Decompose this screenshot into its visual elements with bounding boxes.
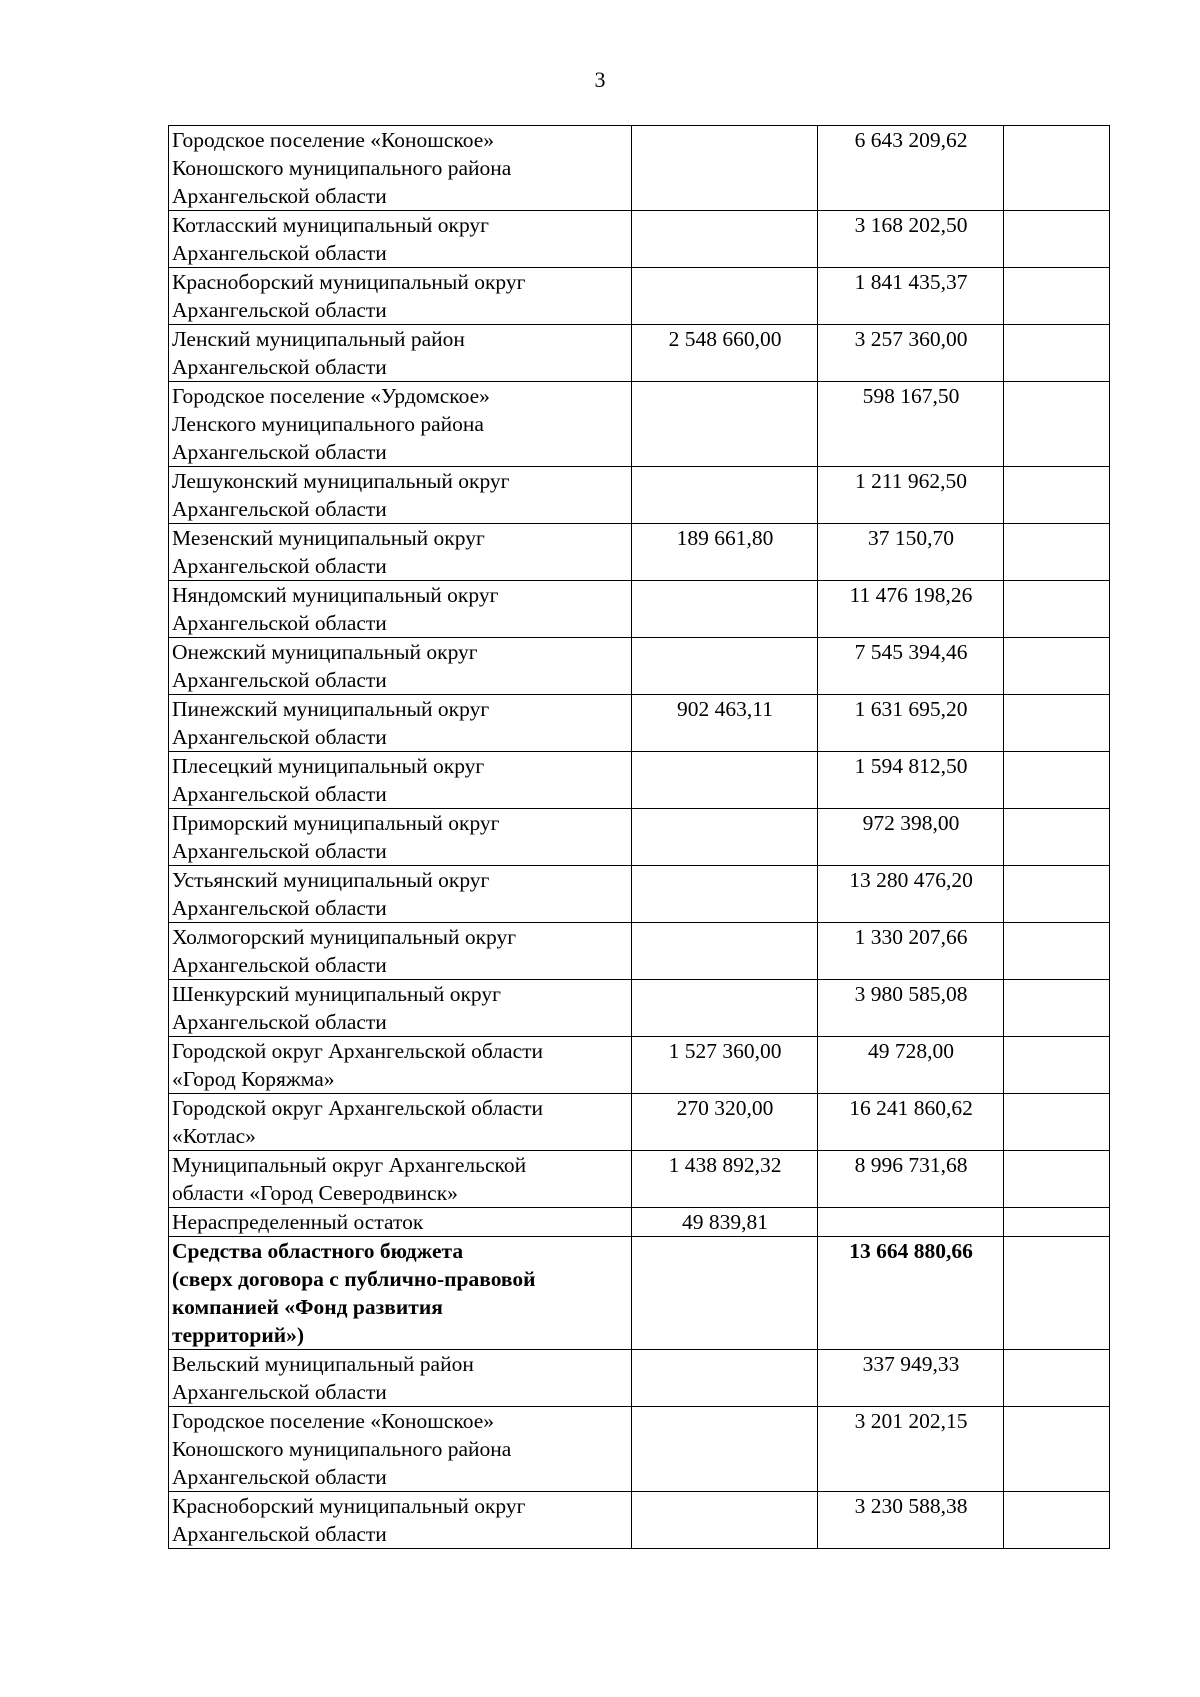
row-name-cell: Городской округ Архангельской области «Город Коряжма»	[169, 1037, 632, 1094]
row-value-c-cell	[1004, 1094, 1110, 1151]
row-value-b-cell: 1 330 207,66	[818, 923, 1004, 980]
row-name-cell: Лешуконский муниципальный округ Архангельской области	[169, 467, 632, 524]
row-value-b-cell: 13 280 476,20	[818, 866, 1004, 923]
row-value-a-cell: 1 438 892,32	[632, 1151, 818, 1208]
page-number: 3	[594, 67, 606, 92]
row-value-a-cell	[632, 980, 818, 1037]
row-value-c-cell	[1004, 866, 1110, 923]
row-value-b-cell: 3 230 588,38	[818, 1492, 1004, 1549]
budget-table	[168, 125, 1110, 1549]
row-name-cell: Вельский муниципальный район Архангельской области	[169, 1350, 632, 1407]
table-row	[169, 581, 1110, 638]
table-row	[169, 866, 1110, 923]
row-value-b-cell: 1 594 812,50	[818, 752, 1004, 809]
row-value-a-cell	[632, 467, 818, 524]
row-name-cell: Красноборский муниципальный округ Архангельской области	[169, 268, 632, 325]
row-name-cell: Городское поселение «Коношское» Коношского муниципального района Архангельской области	[169, 1407, 632, 1492]
row-name-cell: Онежский муниципальный округ Архангельской области	[169, 638, 632, 695]
row-value-c-cell	[1004, 695, 1110, 752]
row-value-b-cell: 1 211 962,50	[818, 467, 1004, 524]
row-name-cell: Котласский муниципальный округ Архангельской области	[169, 211, 632, 268]
row-name-cell: Мезенский муниципальный округ Архангельской области	[169, 524, 632, 581]
table-row	[169, 809, 1110, 866]
row-value-c-cell	[1004, 638, 1110, 695]
table-row	[169, 638, 1110, 695]
row-value-a-cell	[632, 268, 818, 325]
table-row	[169, 467, 1110, 524]
row-value-b-cell: 598 167,50	[818, 382, 1004, 467]
table-row	[169, 524, 1110, 581]
table-row	[169, 211, 1110, 268]
table-row	[169, 695, 1110, 752]
row-value-a-cell	[632, 1350, 818, 1407]
row-value-b-cell: 6 643 209,62	[818, 126, 1004, 211]
row-name-cell: Средства областного бюджета (сверх договора с публично-правовой компанией «Фонд развития территорий»)	[169, 1237, 632, 1350]
row-value-b-cell: 37 150,70	[818, 524, 1004, 581]
row-value-c-cell	[1004, 980, 1110, 1037]
row-value-c-cell	[1004, 1350, 1110, 1407]
row-name-cell: Пинежский муниципальный округ Архангельской области	[169, 695, 632, 752]
row-value-c-cell	[1004, 211, 1110, 268]
row-value-c-cell	[1004, 1407, 1110, 1492]
table-row	[169, 1492, 1110, 1549]
row-value-a-cell	[632, 1407, 818, 1492]
row-value-a-cell	[632, 809, 818, 866]
row-name-cell: Ленский муниципальный район Архангельской области	[169, 325, 632, 382]
row-value-a-cell: 49 839,81	[632, 1208, 818, 1237]
row-value-a-cell	[632, 382, 818, 467]
row-value-c-cell	[1004, 1237, 1110, 1350]
budget-table-body	[169, 126, 1110, 1549]
row-value-a-cell	[632, 923, 818, 980]
row-name-cell: Шенкурский муниципальный округ Архангельской области	[169, 980, 632, 1037]
table-row	[169, 1350, 1110, 1407]
row-value-a-cell	[632, 581, 818, 638]
row-value-b-cell: 49 728,00	[818, 1037, 1004, 1094]
table-row	[169, 1151, 1110, 1208]
row-value-c-cell	[1004, 1208, 1110, 1237]
row-value-a-cell	[632, 126, 818, 211]
row-value-b-cell: 972 398,00	[818, 809, 1004, 866]
row-value-c-cell	[1004, 581, 1110, 638]
row-name-cell: Няндомский муниципальный округ Архангельской области	[169, 581, 632, 638]
row-value-b-cell: 8 996 731,68	[818, 1151, 1004, 1208]
row-value-b-cell: 7 545 394,46	[818, 638, 1004, 695]
row-value-b-cell: 337 949,33	[818, 1350, 1004, 1407]
row-name-cell: Красноборский муниципальный округ Архангельской области	[169, 1492, 632, 1549]
row-value-a-cell	[632, 1492, 818, 1549]
row-value-a-cell	[632, 211, 818, 268]
table-row	[169, 382, 1110, 467]
row-value-c-cell	[1004, 752, 1110, 809]
row-name-cell: Муниципальный округ Архангельской области «Город Северодвинск»	[169, 1151, 632, 1208]
row-value-b-cell: 3 201 202,15	[818, 1407, 1004, 1492]
row-value-a-cell: 189 661,80	[632, 524, 818, 581]
row-value-c-cell	[1004, 1492, 1110, 1549]
row-value-b-cell: 1 841 435,37	[818, 268, 1004, 325]
row-value-b-cell: 13 664 880,66	[818, 1237, 1004, 1350]
row-value-a-cell: 270 320,00	[632, 1094, 818, 1151]
row-value-a-cell	[632, 752, 818, 809]
row-value-c-cell	[1004, 325, 1110, 382]
row-value-c-cell	[1004, 382, 1110, 467]
row-value-c-cell	[1004, 1151, 1110, 1208]
row-name-cell: Холмогорский муниципальный округ Архангельской области	[169, 923, 632, 980]
row-value-b-cell: 11 476 198,26	[818, 581, 1004, 638]
row-value-c-cell	[1004, 1037, 1110, 1094]
table-row	[169, 268, 1110, 325]
row-value-b-cell: 16 241 860,62	[818, 1094, 1004, 1151]
row-name-cell: Городское поселение «Коношское» Коношского муниципального района Архангельской области	[169, 126, 632, 211]
row-name-cell: Нераспределенный остаток	[169, 1208, 632, 1237]
row-value-c-cell	[1004, 268, 1110, 325]
row-value-b-cell: 3 980 585,08	[818, 980, 1004, 1037]
row-value-a-cell	[632, 866, 818, 923]
row-value-c-cell	[1004, 923, 1110, 980]
row-name-cell: Приморский муниципальный округ Архангельской области	[169, 809, 632, 866]
table-row	[169, 1407, 1110, 1492]
row-name-cell: Плесецкий муниципальный округ Архангельской области	[169, 752, 632, 809]
table-row	[169, 752, 1110, 809]
row-value-b-cell	[818, 1208, 1004, 1237]
row-value-b-cell: 3 168 202,50	[818, 211, 1004, 268]
row-value-a-cell: 2 548 660,00	[632, 325, 818, 382]
table-row	[169, 1094, 1110, 1151]
table-row	[169, 980, 1110, 1037]
row-value-b-cell: 3 257 360,00	[818, 325, 1004, 382]
table-row	[169, 126, 1110, 211]
row-value-a-cell: 1 527 360,00	[632, 1037, 818, 1094]
row-name-cell: Городской округ Архангельской области «Котлас»	[169, 1094, 632, 1151]
row-value-b-cell: 1 631 695,20	[818, 695, 1004, 752]
table-row	[169, 1237, 1110, 1350]
row-name-cell: Устьянский муниципальный округ Архангельской области	[169, 866, 632, 923]
table-row	[169, 1037, 1110, 1094]
row-value-a-cell	[632, 1237, 818, 1350]
table-row	[169, 325, 1110, 382]
row-value-c-cell	[1004, 524, 1110, 581]
row-value-a-cell	[632, 638, 818, 695]
table-row	[169, 923, 1110, 980]
table-row	[169, 1208, 1110, 1237]
row-value-a-cell: 902 463,11	[632, 695, 818, 752]
row-value-c-cell	[1004, 467, 1110, 524]
row-value-c-cell	[1004, 809, 1110, 866]
row-value-c-cell	[1004, 126, 1110, 211]
row-name-cell: Городское поселение «Урдомское» Ленского муниципального района Архангельской области	[169, 382, 632, 467]
